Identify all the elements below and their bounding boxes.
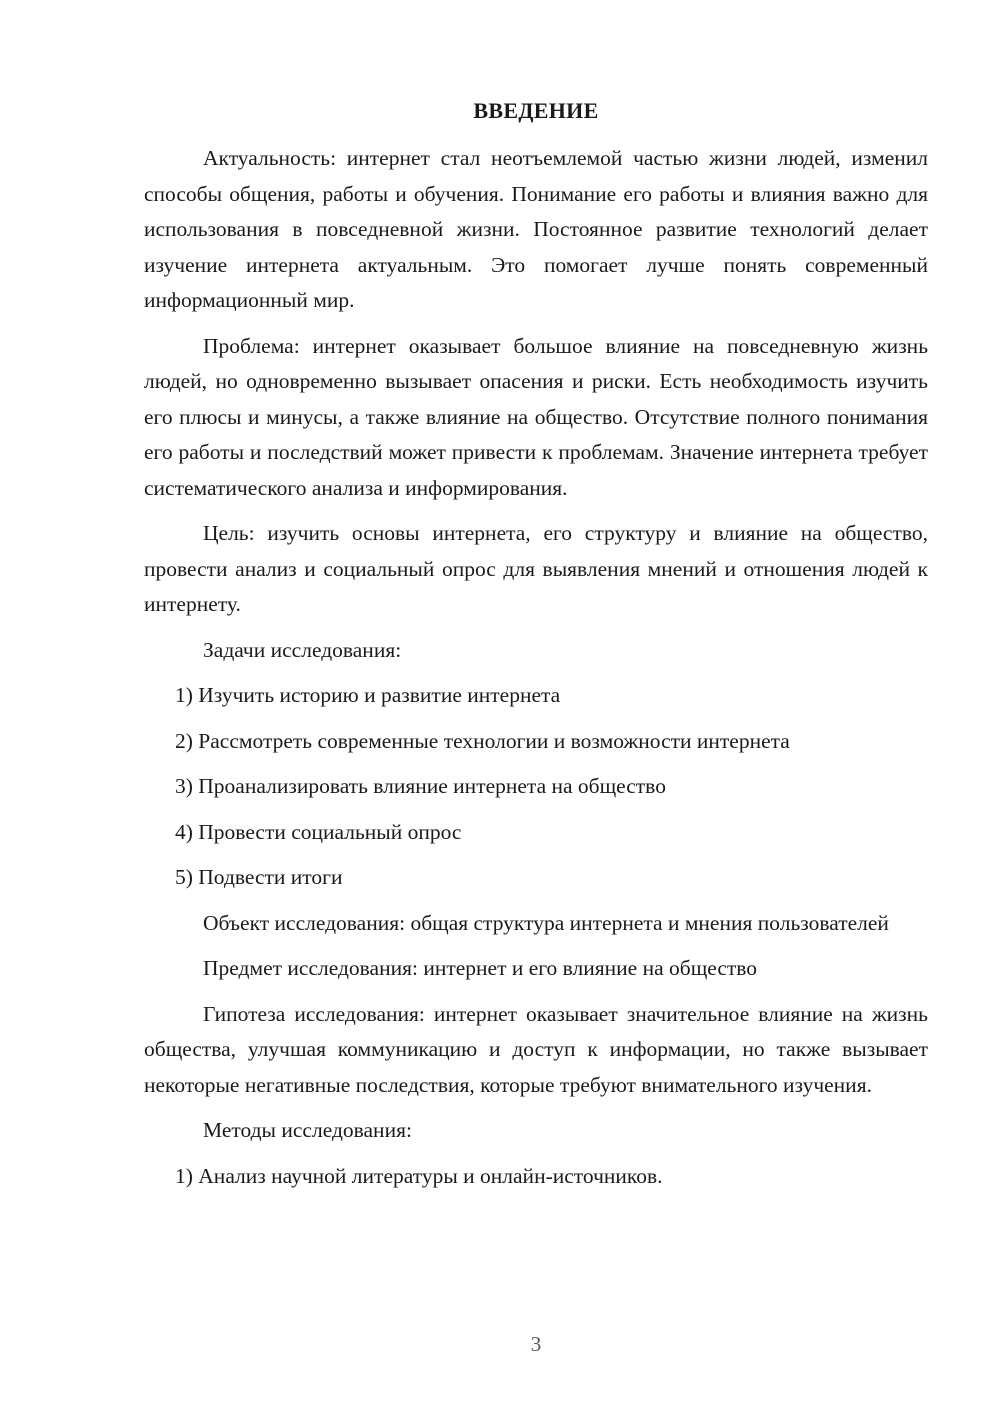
tasks-heading: Задачи исследования: <box>203 637 402 662</box>
paragraph-subject: Предмет исследования: интернет и его влияние на общество <box>203 956 758 980</box>
task-item-3: 3) Проанализировать влияние интернета на общество <box>175 774 666 798</box>
task-item-2: 2) Рассмотреть современные технологии и возможности интернета <box>175 728 790 753</box>
page-title: ВВЕДЕНИЕ <box>473 98 599 123</box>
body-text <box>144 141 928 1204</box>
paragraph-object: Объект исследования: общая структура интернета и мнения пользователей <box>203 910 889 935</box>
method-item-1: 1) Анализ научной литературы и онлайн-источников. <box>175 1163 663 1188</box>
methods-heading: Методы исследования: <box>203 1118 412 1142</box>
paragraph-hypothesis: Гипотеза исследования: интернет оказывает значительное влияние на жизнь общества, улучшая коммуникацию и доступ к информации, но также вызывает некоторые негативные последствия, которые требуют внимательного изучения. <box>144 1001 928 1097</box>
paragraph-goal: Цель: изучить основы интернета, его структуру и влияние на общество, провести анализ и социальный опрос для выявления мнений и отношения людей к интернету. <box>144 521 928 616</box>
task-item-1: 1) Изучить историю и развитие интернета <box>175 683 561 707</box>
page-number: 3 <box>530 1332 542 1356</box>
task-item-5: 5) Подвести итоги <box>175 865 343 889</box>
paragraph-relevance: Актуальность: интернет стал неотъемлемой частью жизни людей, изменил способы общения, работы и обучения. Понимание его работы и влияния важно для использования в повседневной жизни. Постоянное развитие технологий делает изучение интернета актуальным. Это помогает лучше понять современный информационный мир. <box>144 146 928 312</box>
task-item-4: 4) Провести социальный опрос <box>175 819 462 844</box>
paragraph-problem: Проблема: интернет оказывает большое влияние на повседневную жизнь людей, но одновременно вызывает опасения и риски. Есть необходимость изучить его плюсы и минусы, а также влияние на общество. Отсутствие полного понимания его работы и последствий может привести к проблемам. Значение интернета требует систематического анализа и информирования. <box>144 333 928 500</box>
